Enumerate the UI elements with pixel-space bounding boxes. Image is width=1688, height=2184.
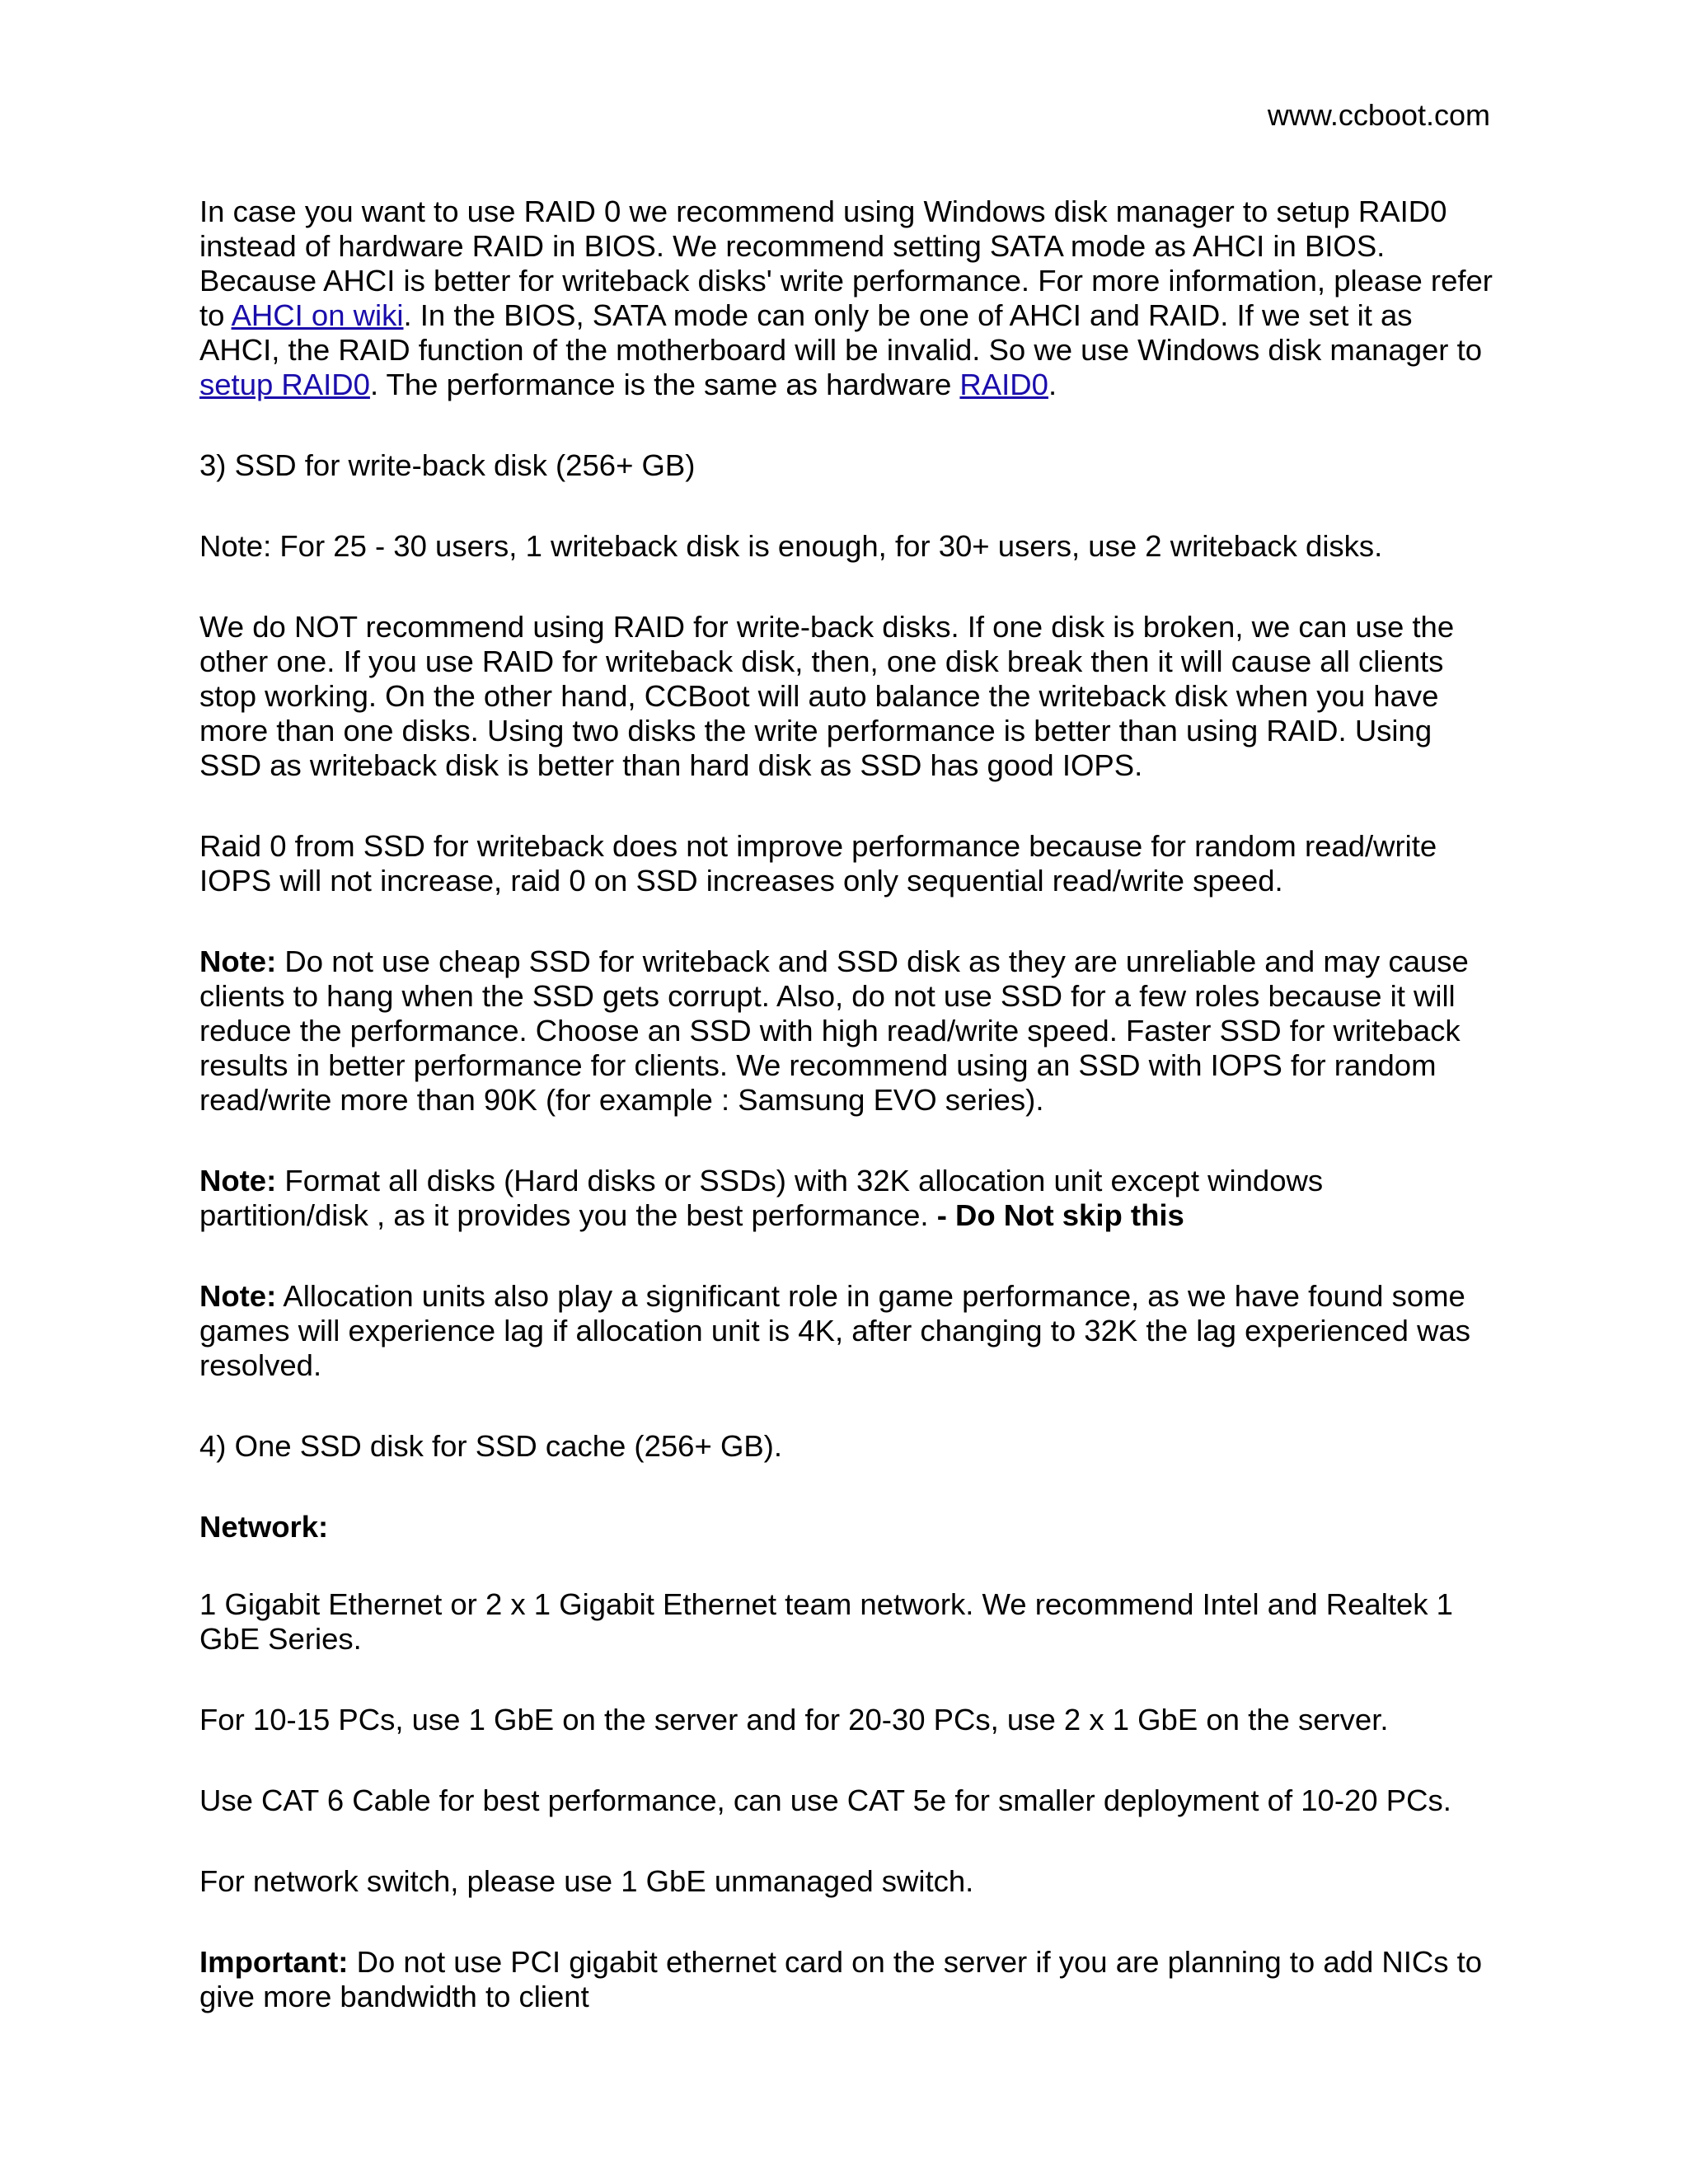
important-label: Important: bbox=[199, 1945, 349, 1979]
raid-text-1: In case you want to use RAID 0 we recommend using Windows disk manager to setup RAID0 instead of hardware RAID in BIOS. We recommend setting SATA mode as AHCI in BIOS. Because AHCI is better for writeback disks' write performance. For more information, please refer to bbox=[199, 194, 1493, 332]
network-ethernet: 1 Gigabit Ethernet or 2 x 1 Gigabit Ethernet team network. We recommend Intel and Realtek 1 GbE Series. bbox=[199, 1587, 1453, 1656]
raid-paragraph bbox=[199, 194, 1493, 402]
note-format-32k-text: Format all disks (Hard disks or SSDs) with 32K allocation unit except windows partition/disk , as it provides you the best performance. bbox=[199, 1164, 1324, 1232]
note-format-32k bbox=[199, 1164, 1493, 1233]
note-format-32k-emphasis: - Do Not skip this bbox=[936, 1198, 1184, 1232]
network-cable: Use CAT 6 Cable for best performance, can use CAT 5e for smaller deployment of 10-20 PCs. bbox=[199, 1783, 1451, 1817]
note-label: Note: bbox=[199, 1164, 277, 1197]
raid0-link[interactable]: RAID0 bbox=[959, 368, 1048, 401]
network-heading: Network: bbox=[199, 1510, 329, 1544]
document-body bbox=[199, 194, 1493, 2055]
ssd-cache-title: 4) One SSD disk for SSD cache (256+ GB). bbox=[199, 1429, 782, 1463]
note-allocation-units bbox=[199, 1279, 1493, 1383]
note-cheap-ssd-text: Do not use cheap SSD for writeback and SSD disk as they are unreliable and may cause clients to hang when the SSD gets corrupt. Also, do not use SSD for a few roles because it will reduce the performance. Choose an SSD with high read/write speed. Faster SSD for writeback results in better performance for clients. We recommend using an SSD with IOPS for random read/write more than 90K (for example : Samsung EVO series). bbox=[199, 944, 1469, 1117]
network-switch: For network switch, please use 1 GbE unmanaged switch. bbox=[199, 1864, 974, 1898]
setup-raid0-link[interactable]: setup RAID0 bbox=[199, 368, 370, 401]
note-label: Note: bbox=[199, 1279, 277, 1313]
raid0-ssd-paragraph: Raid 0 from SSD for writeback does not improve performance because for random read/write IOPS will not increase, raid 0 on SSD increases only sequential read/write speed. bbox=[199, 829, 1437, 898]
network-pcs: For 10-15 PCs, use 1 GbE on the server and for 20-30 PCs, use 2 x 1 GbE on the server. bbox=[199, 1703, 1389, 1736]
header-url: www.ccboot.com bbox=[1267, 98, 1490, 132]
note-label: Note: bbox=[199, 944, 277, 978]
note-allocation-units-text: Allocation units also play a significant role in game performance, as we have found some games will experience lag if allocation unit is 4K, after changing to 32K the lag experienced was resolved. bbox=[199, 1279, 1471, 1382]
note-cheap-ssd bbox=[199, 944, 1493, 1118]
raid-text-4: . bbox=[1048, 368, 1057, 401]
important-text: Do not use PCI gigabit ethernet card on the server if you are planning to add NICs to give more bandwidth to client bbox=[199, 1945, 1483, 2013]
raid-text-2: . In the BIOS, SATA mode can only be one of AHCI and RAID. If we set it as AHCI, the RAID function of the motherboard will be invalid. So we use Windows disk manager to bbox=[199, 298, 1483, 367]
note-users: Note: For 25 - 30 users, 1 writeback disk is enough, for 30+ users, use 2 writeback disks. bbox=[199, 529, 1383, 563]
no-raid-paragraph: We do NOT recommend using RAID for write-back disks. If one disk is broken, we can use the other one. If you use RAID for writeback disk, then, one disk break then it will cause all clients stop working. On the other hand, CCBoot will auto balance the writeback disk when you have more than one disks. Using two disks the write performance is better than using RAID. Using SSD as writeback disk is better than hard disk as SSD has good IOPS. bbox=[199, 610, 1455, 782]
ahci-wiki-link[interactable]: AHCI on wiki bbox=[231, 298, 404, 332]
important-note bbox=[199, 1945, 1493, 2014]
raid-text-3: . The performance is the same as hardware bbox=[369, 368, 960, 401]
ssd-writeback-title: 3) SSD for write-back disk (256+ GB) bbox=[199, 448, 696, 482]
